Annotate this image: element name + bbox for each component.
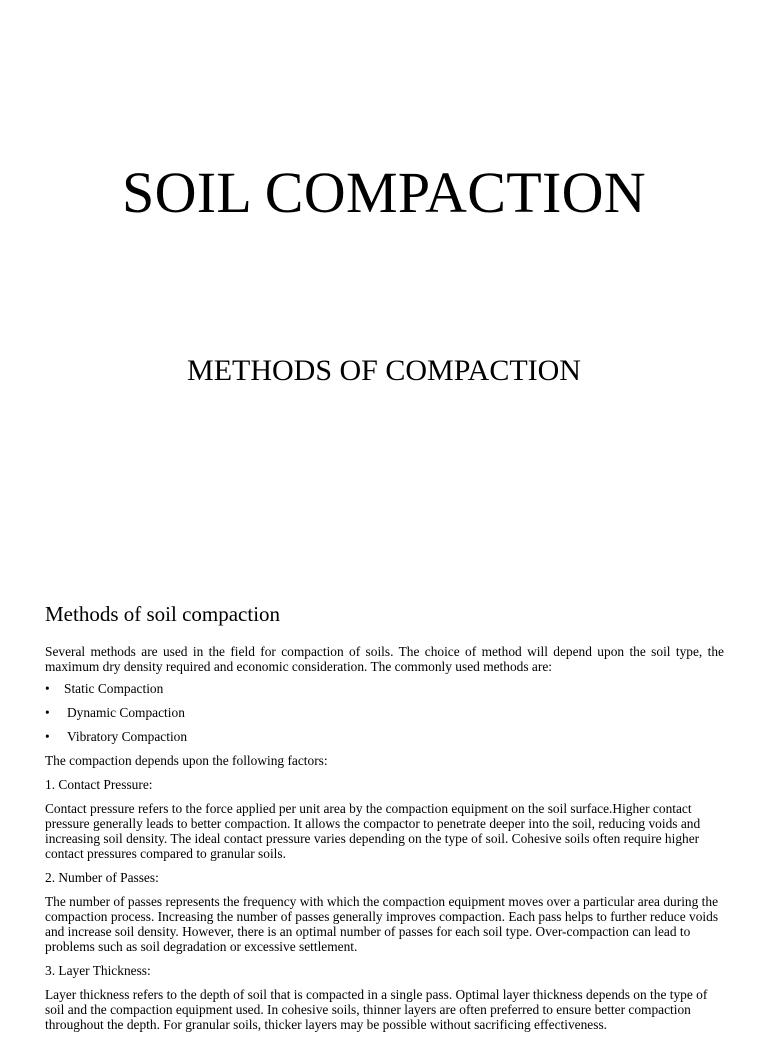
factors-intro: The compaction depends upon the following factors:: [45, 753, 328, 768]
method-label: Vibratory Compaction: [67, 729, 188, 744]
bullet-icon: •: [45, 729, 50, 744]
factor-body: The number of passes represents the frequency with which the compaction equipment moves over a particular area during the compaction process. Increasing the number of passes generally improves compaction. Each pass helps to further reduce voids and increase soil density. However, there is an optimal number of passes for each soil type. Over-compaction can lead to problems such as soil degradation or excessive settlement.: [45, 894, 719, 954]
factor-body: Layer thickness refers to the depth of soil that is compacted in a single pass. Optimal layer thickness depends on the type of soil and the compaction equipment used. In cohesive soils, thinner layers are often preferred to ensure better compaction throughout the depth. For granular soils, thicker layers may be possible without sacrificing effectiveness.: [45, 987, 708, 1032]
list-item: [45, 729, 724, 744]
intro-paragraph: Several methods are used in the field for compaction of soils. The choice of method will depend upon the soil type, the maximum dry density required and economic consideration. The commonly used methods are:: [45, 644, 724, 674]
factor-body: Contact pressure refers to the force applied per unit area by the compaction equipment on the soil surface.Higher contact pressure generally leads to better compaction. It allows the compactor to penetrate deeper into the soil, reducing voids and increasing soil density. The ideal contact pressure varies depending on the type of soil. Cohesive soils often require higher contact pressures compared to granular soils.: [45, 801, 701, 861]
bullet-icon: •: [45, 681, 50, 696]
methods-list: [45, 681, 724, 744]
list-item: [45, 681, 724, 696]
factor-title: 1. Contact Pressure:: [45, 777, 153, 792]
list-item: [45, 705, 724, 720]
section-content: [45, 600, 724, 1041]
document-subtitle: METHODS OF COMPACTION: [187, 354, 581, 387]
bullet-icon: •: [45, 705, 50, 720]
method-label: Static Compaction: [64, 681, 164, 696]
document-title: SOIL COMPACTION: [122, 160, 646, 225]
section-heading: Methods of soil compaction: [45, 602, 281, 626]
factor-title: 2. Number of Passes:: [45, 870, 159, 885]
method-label: Dynamic Compaction: [67, 705, 185, 720]
factor-title: 3. Layer Thickness:: [45, 963, 151, 978]
